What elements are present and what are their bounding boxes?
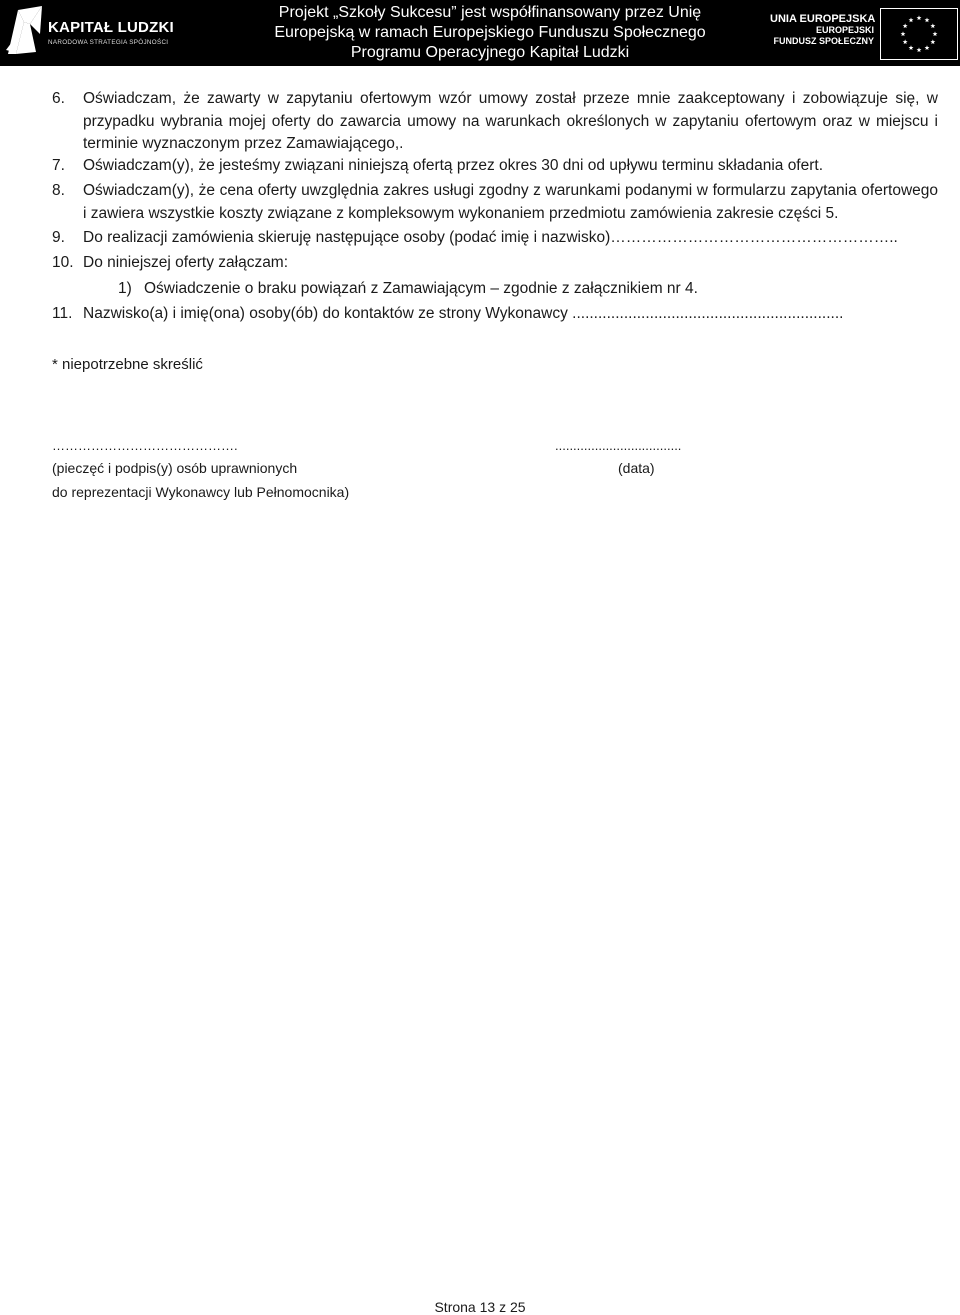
item-text: Oświadczam, że zawarty w zapytaniu ofertowym wzór umowy został przeze mnie zaakceptowany i zobowiązuje się, w przypadku wybrania mojej oferty do zawarcia umowy na warunkach określonych w zapytaniu ofertowym oraz w miejscu i terminie wyznaczonym przez Zamawiającego,. [83, 90, 938, 152]
kapital-ludzki-mark-icon [4, 4, 44, 56]
item-number: 11. [52, 305, 73, 322]
list-item [52, 155, 938, 178]
project-line: Programu Operacyjnego Kapitał Ludzki [350, 44, 630, 61]
item-text: Do realizacji zamówienia skieruję następujące osoby (podać imię i nazwisko)……………………………………………….. [83, 229, 898, 246]
item-text: Oświadczenie o braku powiązań z Zamawiającym – zgodnie z załącznikiem nr 4. [144, 280, 698, 297]
kapital-ludzki-subtitle: NARODOWA STRATEGIA SPÓJNOŚCI [48, 39, 169, 46]
header-banner [0, 0, 960, 66]
item-text: Nazwisko(a) i imię(ona) osoby(ób) do kontaktów ze strony Wykonawcy ............................................................... [83, 305, 844, 322]
ue-efs-logo [770, 8, 960, 60]
signature-dots-right: ................................... [555, 438, 682, 453]
item-text: Oświadczam(y), że cena oferty uwzględnia zakres usługi zgodny z warunkami podanymi w formularzu zapytania ofertowego i zawiera wszystkie koszty związane z kompleksowym wykonaniem przedmiotu zamówienia zakresie części 5. [83, 182, 938, 222]
kapital-ludzki-logo [2, 2, 174, 58]
footnote-note: * niepotrzebne skreślić [52, 356, 203, 373]
item-number: 6. [52, 90, 65, 107]
kapital-ludzki-title: KAPITAŁ LUDZKI [48, 19, 174, 36]
signature-label: do reprezentacji Wykonawcy lub Pełnomocnika) [52, 484, 350, 500]
page-number: Strona 13 z 25 [434, 1299, 526, 1315]
list-item [52, 252, 938, 275]
item-text: Do niniejszej oferty załączam: [83, 254, 289, 271]
list-item [52, 303, 938, 326]
project-line: Projekt „Szkoły Sukcesu” jest współfinansowany przez Unię [278, 4, 702, 21]
item-text: Oświadczam(y), że jesteśmy związani niniejszą ofertą przez okres 30 dni od upływu terminu składania ofert. [83, 157, 824, 174]
list-item [52, 227, 938, 250]
eu-flag-icon [880, 8, 958, 60]
item-number: 8. [52, 182, 65, 199]
ue-logo-line: EUROPEJSKI [815, 25, 874, 35]
sub-list-item [118, 278, 938, 301]
item-number: 10. [52, 254, 74, 271]
item-number: 9. [52, 229, 65, 246]
item-number: 7. [52, 157, 65, 174]
ue-logo-line: FUNDUSZ SPOŁECZNY [773, 36, 874, 46]
ue-logo-line: UNIA EUROPEJSKA [770, 13, 876, 25]
date-label: (data) [618, 460, 655, 476]
project-line: Europejską w ramach Europejskiego Funduszu Społecznego [274, 24, 706, 41]
project-statement [270, 3, 710, 63]
ue-logo-text [770, 14, 874, 47]
item-number: 1) [118, 280, 132, 297]
list-item [52, 180, 938, 225]
signature-dots-left: ……………………………………. [52, 438, 238, 453]
signature-label: (pieczęć i podpis(y) osób uprawnionych [52, 460, 298, 476]
list-item [52, 88, 938, 156]
